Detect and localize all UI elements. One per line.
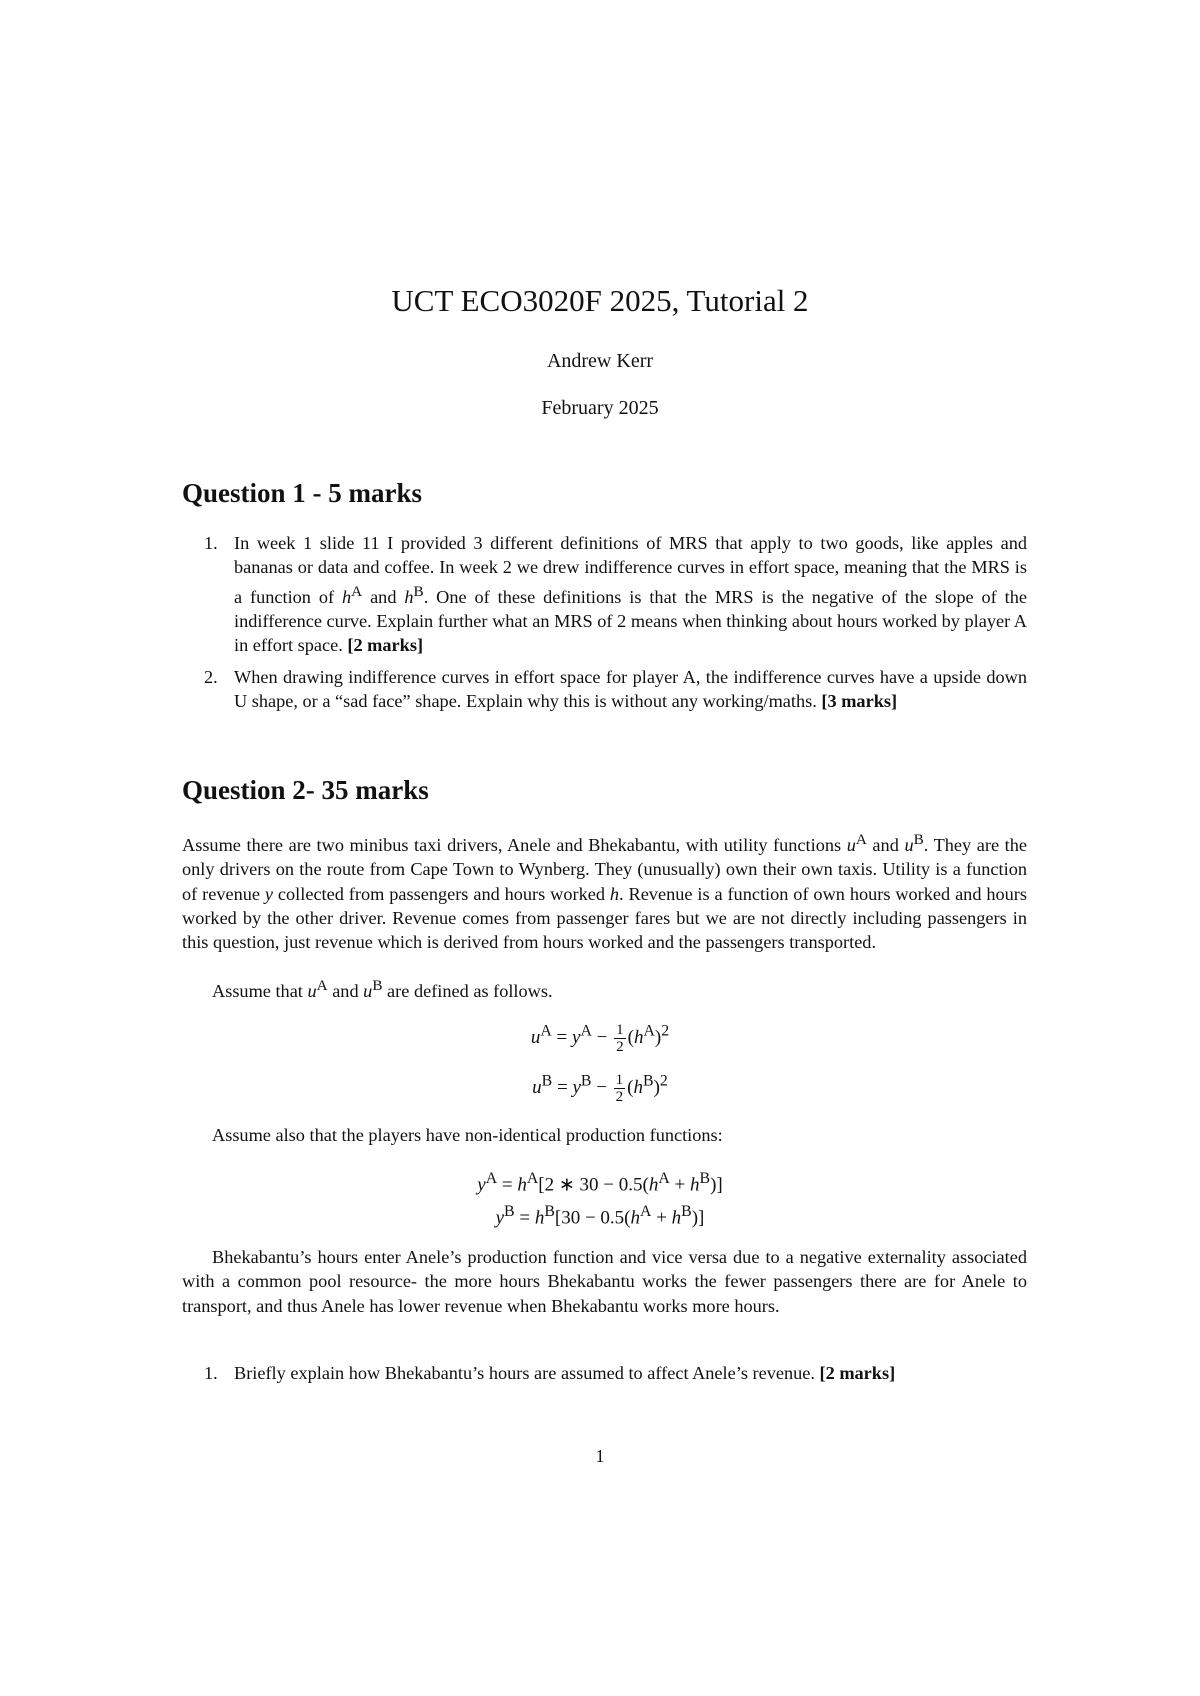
question-2-item-1 [182,1361,1027,1385]
item-marks: [3 marks] [821,691,898,712]
equation-production-b: $y^B = h^B[30 - 0.5(h^A + h^B)]$ [495,1203,705,1229]
question-2-assume-production: Assume also that the players have non-identical production functions: [212,1125,723,1145]
question-2-externality: Bhekabantu’s hours enter Anele’s production function and vice versa due to a negative externality associated with a common pool resource- the more hours Bhekabantu works the fewer passengers there are for Anele to transport, and thus Anele has lower revenue when Bhekabantu works more hours. [182,1247,1027,1316]
item-marks: [2 marks] [819,1363,896,1383]
document-title: UCT ECO3020F 2025, Tutorial 2 [391,283,809,318]
item-number: 2. [204,667,218,687]
equation-production-a: $y^A = h^A[2$ ∗ $30 - 0.5(h^A + h^B)$] [477,1170,723,1196]
item-number: 1. [204,533,218,553]
question-2-assume-utility: Assume that $u^A$ and $u^B$ are defined as follows. [212,977,553,1002]
document-author: Andrew Kerr [546,350,654,372]
equation-utility-a: $u^A = y^A$ − $\frac{1}{2}$ $(h^A)^2$ [530,1022,670,1055]
item-text: Briefly explain how Bhekabantu’s hours are assumed to affect Anele’s revenue. [2 marks] [234,1363,896,1383]
question-2-heading: Question 2- 35 marks [182,775,429,805]
question-1-item-1 [182,531,1027,658]
question-1-item-2 [182,665,1027,714]
item-marks: [2 marks] [347,635,424,656]
document-date: February 2025 [541,397,659,419]
equation-utility-b: $u^B = y^B$ − $\frac{1}{2}$ $(h^B)^2$ [532,1072,668,1105]
question-2-intro: Assume there are two minibus taxi drivers, Anele and Bhekabantu, with utility functions $u^A$ and $u^B$. They are the only drivers on the route from Cape Town to Wynberg. They (unusually) own their own taxis. Utility is a function of revenue y collected from passengers and hours worked h. Revenue is a function of own hours worked and hours worked by the other driver. Revenue comes from passenger fares but we are not directly including passengers in this question, just revenue which is derived from hours worked and the passengers transported. [182,831,1027,953]
item-text: In week 1 slide 11 I provided 3 different definitions of MRS that apply to two goods, like apples and bananas or data and coffee. In week 2 we drew indifference curves in effort space, meaning that the MRS is a function of $h^A$ and $h^B$. One of these definitions is that the MRS is the negative of the slope of the indifference curve. Explain further what an MRS of 2 means when thinking about hours worked by player A in effort space. [2 marks] [234,533,1027,656]
page-number: 1 [595,1446,605,1466]
question-1-heading: Question 1 - 5 marks [182,478,423,508]
item-text: When drawing indifference curves in effort space for player A, the indifference curves have a upside down U shape, or a “sad face” shape. Explain why this is without any working/maths. [3 marks] [234,667,1027,712]
item-number: 1. [204,1363,218,1383]
